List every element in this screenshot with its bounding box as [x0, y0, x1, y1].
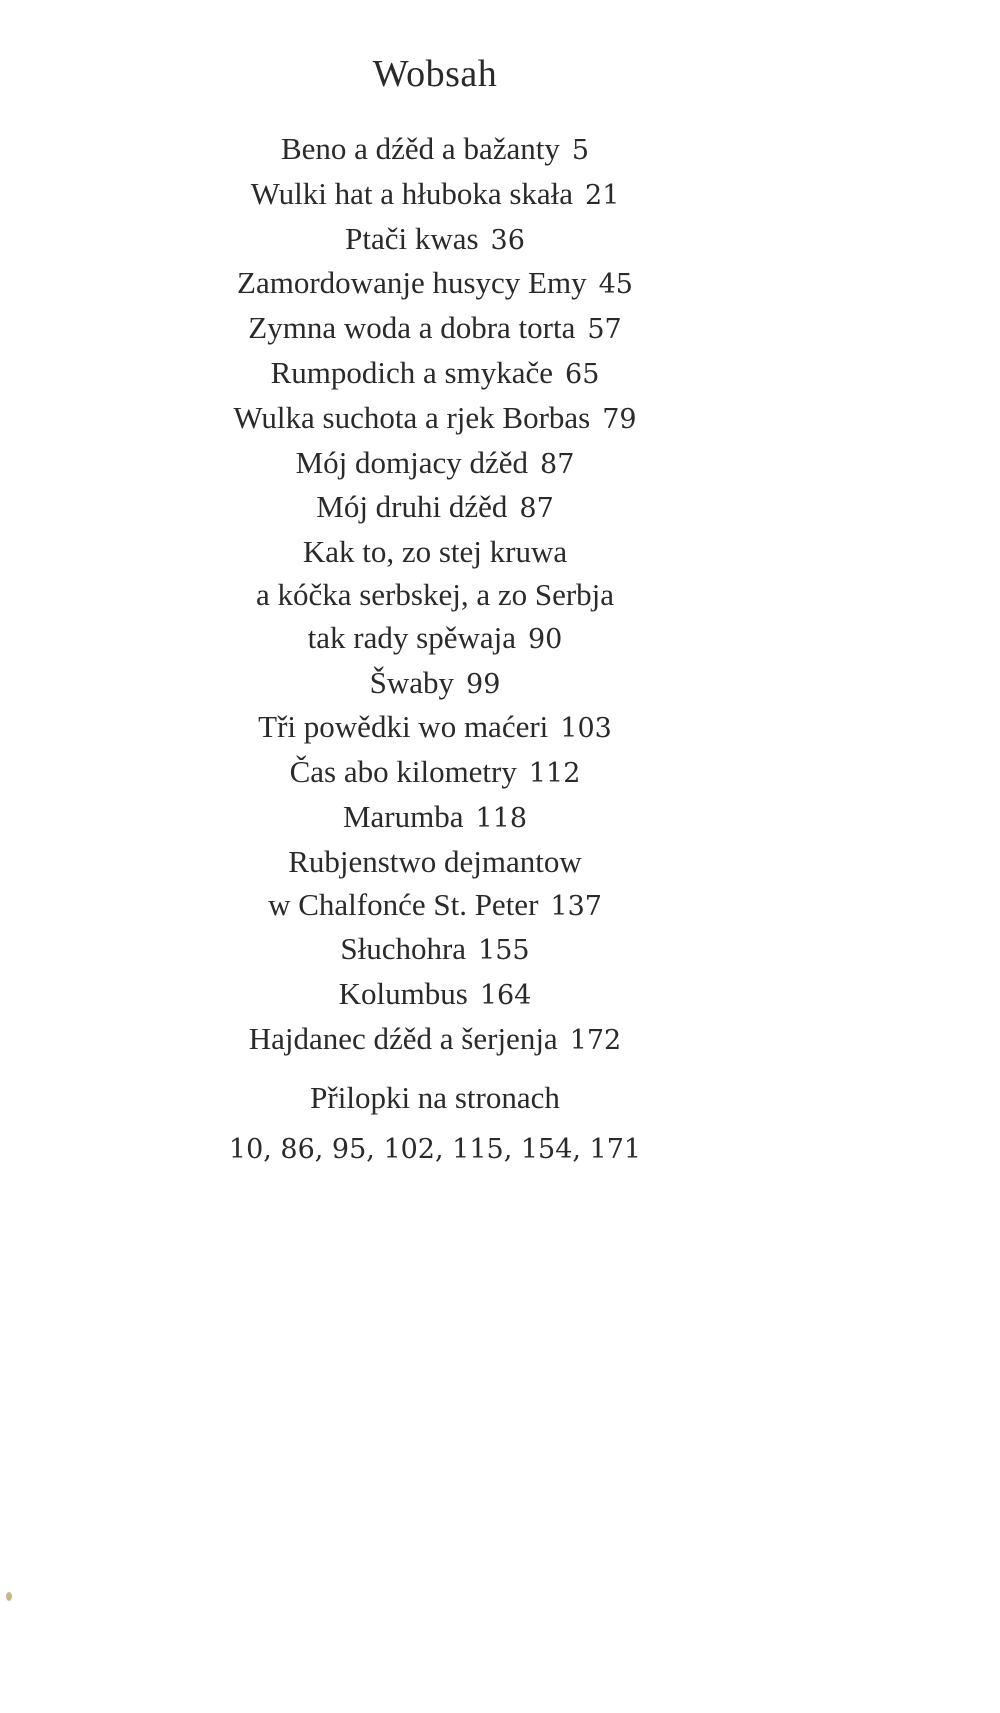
toc-entry-title: Šwaby	[369, 664, 455, 700]
toc-page-number: 155	[478, 935, 530, 967]
toc-entry-title: tak rady spěwaja	[307, 619, 516, 655]
toc-entry-title-line	[0, 442, 870, 487]
toc-entry-title-line: Rubjenstwo dejmantow	[288, 843, 582, 879]
toc-entry-title: Zymna woda a dobra torta	[248, 310, 576, 346]
toc-entry	[0, 973, 870, 1018]
toc-entry-title-line	[0, 796, 870, 841]
toc-page-number: 90	[527, 623, 563, 655]
toc-entry	[0, 531, 870, 661]
toc-entry-title-line: a kóčka serbskej, a zo Serbja	[255, 576, 615, 612]
toc-page-number: 36	[490, 224, 525, 256]
table-of-contents	[0, 128, 870, 1063]
toc-entry	[0, 218, 870, 263]
toc-page-number: 87	[519, 493, 554, 525]
toc-entry	[0, 352, 870, 397]
toc-entry-title: Słuchohra	[340, 931, 467, 967]
toc-entry-title: Mój domjacy dźěd	[295, 444, 529, 480]
toc-entry-title-line	[0, 397, 870, 442]
notes-section	[0, 1072, 870, 1176]
page-title: Wobsah	[372, 53, 498, 95]
toc-entry-title-line	[0, 751, 870, 796]
toc-entry-title: Wulki hat a hłuboka skała	[250, 175, 574, 211]
toc-entry	[0, 841, 870, 929]
toc-entry-title: w Chalfonće St. Peter	[268, 886, 539, 922]
paper-speck	[6, 1592, 12, 1601]
toc-page-number: 79	[602, 403, 637, 435]
toc-entry	[0, 397, 870, 442]
toc-page-number: 21	[585, 179, 620, 211]
toc-entry-title-line	[0, 706, 870, 751]
toc-entry-title-line: Kak to, zo stej kruwa	[302, 534, 568, 570]
toc-entry	[0, 173, 870, 218]
toc-entry-title: Kolumbus	[338, 976, 468, 1012]
toc-entry-title: Čas abo kilometry	[289, 754, 517, 790]
toc-page-number: 45	[598, 269, 633, 301]
toc-entry-title-line	[0, 486, 870, 531]
toc-entry	[0, 486, 870, 531]
toc-entry	[0, 1018, 870, 1063]
toc-page-number: 164	[479, 980, 532, 1012]
toc-page-number: 99	[466, 668, 501, 700]
toc-entry-title-line	[0, 262, 870, 307]
toc-page-number: 87	[540, 448, 575, 480]
toc-entry-title-line	[0, 662, 870, 707]
toc-page-number: 57	[587, 314, 622, 346]
toc-entry-title: Ptači kwas	[345, 220, 479, 256]
toc-entry-title: Beno a dźěd a bažanty	[280, 131, 560, 166]
toc-entry-title-line	[0, 128, 870, 173]
toc-entry	[0, 796, 870, 841]
toc-entry	[0, 262, 870, 307]
toc-entry	[0, 307, 870, 352]
toc-entry-title-line	[0, 352, 870, 397]
toc-page-number: 118	[475, 802, 528, 834]
toc-entry-title: Mój druhi dźěd	[316, 489, 508, 525]
toc-entry	[0, 751, 870, 796]
toc-entry-title-line	[0, 617, 870, 662]
notes-pages: 10, 86, 95, 102, 115, 154, 171	[228, 1134, 642, 1165]
toc-entry-title-line	[0, 218, 870, 263]
notes-label: Přilopki na stronach	[310, 1080, 560, 1115]
toc-entry-title: Zamordowanje husycy Emy	[237, 265, 587, 301]
toc-page-number: 137	[550, 890, 602, 922]
toc-entry-title-line	[0, 884, 870, 929]
toc-entry	[0, 128, 870, 173]
toc-entry-title: Tři powědki wo maćeri	[258, 709, 549, 745]
toc-entry-title: Marumba	[342, 798, 464, 834]
toc-entry-title-line	[0, 173, 870, 218]
toc-entry	[0, 662, 870, 707]
toc-entry	[0, 706, 870, 751]
toc-entry-title: Hajdanec dźěd a šerjenja	[248, 1020, 558, 1056]
toc-page-number: 65	[565, 358, 600, 390]
toc-page-number: 103	[560, 713, 612, 745]
toc-entry-title: Rumpodich a smykače	[270, 354, 554, 390]
toc-entry-title-line	[0, 928, 870, 973]
toc-entry	[0, 442, 870, 487]
toc-page-number: 112	[528, 758, 581, 790]
toc-entry	[0, 928, 870, 973]
toc-entry-title-line	[0, 307, 870, 352]
toc-page-number: 5	[571, 135, 590, 166]
toc-entry-title-line	[0, 973, 870, 1018]
toc-entry-title-line	[0, 1018, 870, 1063]
toc-page-number: 172	[569, 1024, 622, 1056]
toc-entry-title: Wulka suchota a rjek Borbas	[233, 399, 591, 435]
